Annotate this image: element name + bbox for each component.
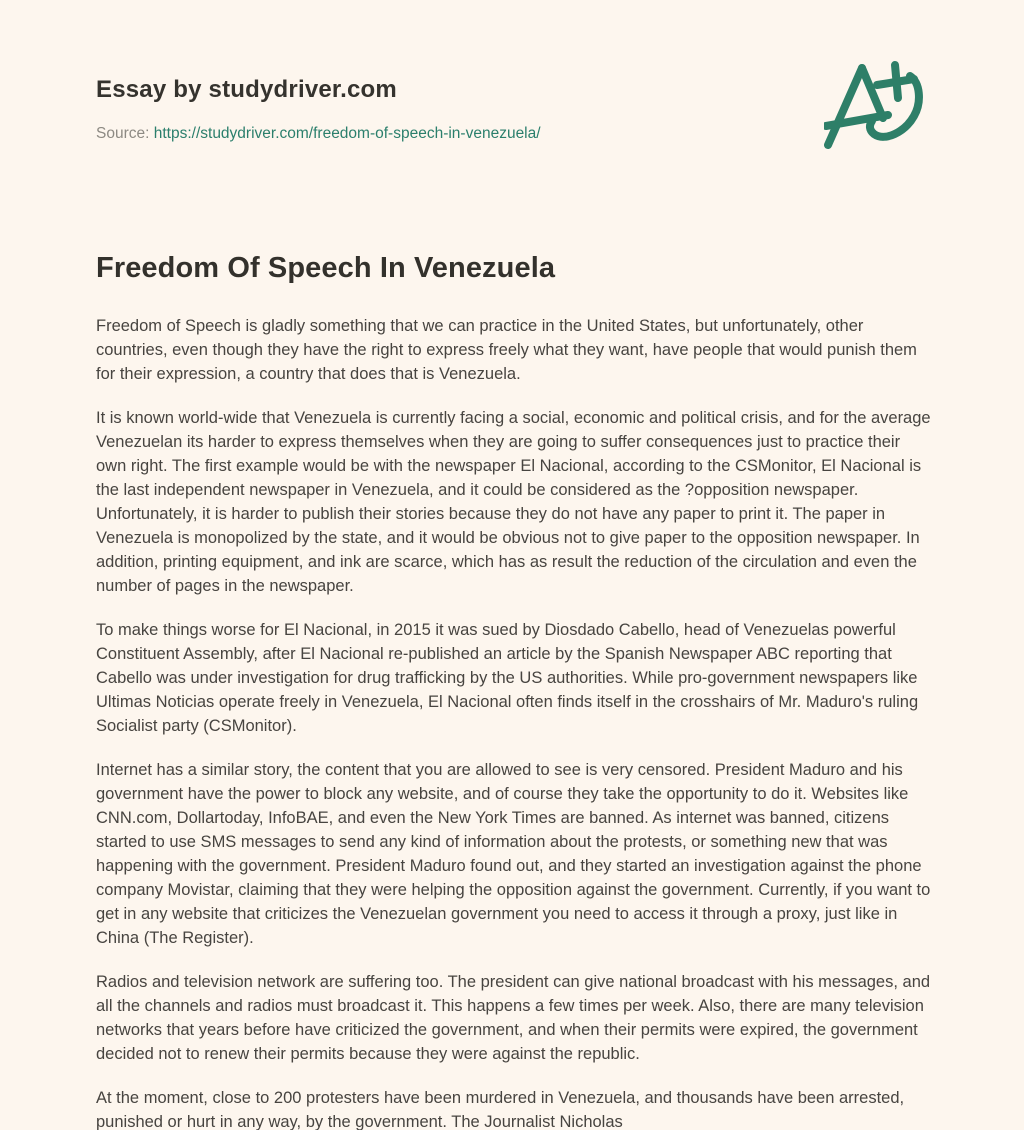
essay-paragraph: To make things worse for El Nacional, in 2015 it was sued by Diosdado Cabello, head of Venezuelas powerful Constituent Assembly, after El Nacional re-published an article by the Spanish Newspaper ABC reporting that Cabello was under investigation for drug trafficking by the US authorities. While pro-government newspapers like Ultimas Noticias operate freely in Venezuela, El Nacional often finds itself in the crosshairs of Mr. Maduro's ruling Socialist party (CSMonitor).: [96, 621, 919, 735]
page-header: [96, 76, 541, 143]
source-label: Source:: [96, 125, 150, 142]
page-title: Freedom Of Speech In Venezuela: [96, 252, 556, 284]
essay-article: [96, 248, 934, 1130]
source-line: [96, 125, 541, 143]
studydriver-a-plus-logo: [824, 58, 934, 168]
essay-paragraph: Internet has a similar story, the content that you are allowed to see is very censored. President Maduro and his government have the power to block any website, and of course they take the opportunity to do it. Websites like CNN.com, Dollartoday, InfoBAE, and even the New York Times are banned. As internet was banned, citizens started to use SMS messages to send any kind of information about the protests, or something new that was happening with the government. President Maduro found out, and they started an investigation against the phone company Movistar, claiming that they were helping the opposition against the government. Currently, if you want to get in any website that criticizes the Venezuelan government you need to access it through a proxy, just like in China (The Register).: [96, 761, 931, 947]
essay-paragraph: Freedom of Speech is gladly something that we can practice in the United States, but unfortunately, other countries, even though they have the right to express freely what they want, have people that would punish them for their expression, a country that does that is Venezuela.: [96, 317, 917, 383]
essay-paragraph: Radios and television network are suffering too. The president can give national broadcast with his messages, and all the channels and radios must broadcast it. This happens a few times per week. Also, there are many television networks that years before have criticized the government, and when their permits were expired, the government decided not to renew their permits because they were against the republic.: [96, 973, 931, 1063]
logo-a-left-stroke: [828, 68, 862, 145]
essay-paragraph-truncated: At the moment, close to 200 protesters have been murdered in Venezuela, and thousands have been arrested, punished or hurt in any way, by the government. The Journalist Nicholas: [96, 1089, 905, 1130]
logo-a-right-stroke: [862, 68, 883, 118]
logo-plus-vertical: [895, 65, 898, 98]
byline: Essay by studydriver.com: [96, 76, 397, 103]
essay-paragraph: It is known world-wide that Venezuela is currently facing a social, economic and political crisis, and for the average Venezuelan its harder to express themselves when they are going to suffer consequences just to practice their own right. The first example would be with the newspaper El Nacional, according to the CSMonitor, El Nacional is the last independent newspaper in Venezuela, and it could be considered as the ?opposition newspaper. Unfortunately, it is harder to publish their stories because they do not have any paper to print it. The paper in Venezuela is monopolized by the state, and it would be obvious not to give paper to the opposition newspaper. In addition, printing equipment, and ink are scarce, which has as result the reduction of the circulation and even the number of pages in the newspaper.: [96, 409, 931, 595]
logo-a-crossbar: [826, 115, 888, 126]
source-url-link[interactable]: https://studydriver.com/freedom-of-speech-in-venezuela/: [153, 125, 541, 142]
